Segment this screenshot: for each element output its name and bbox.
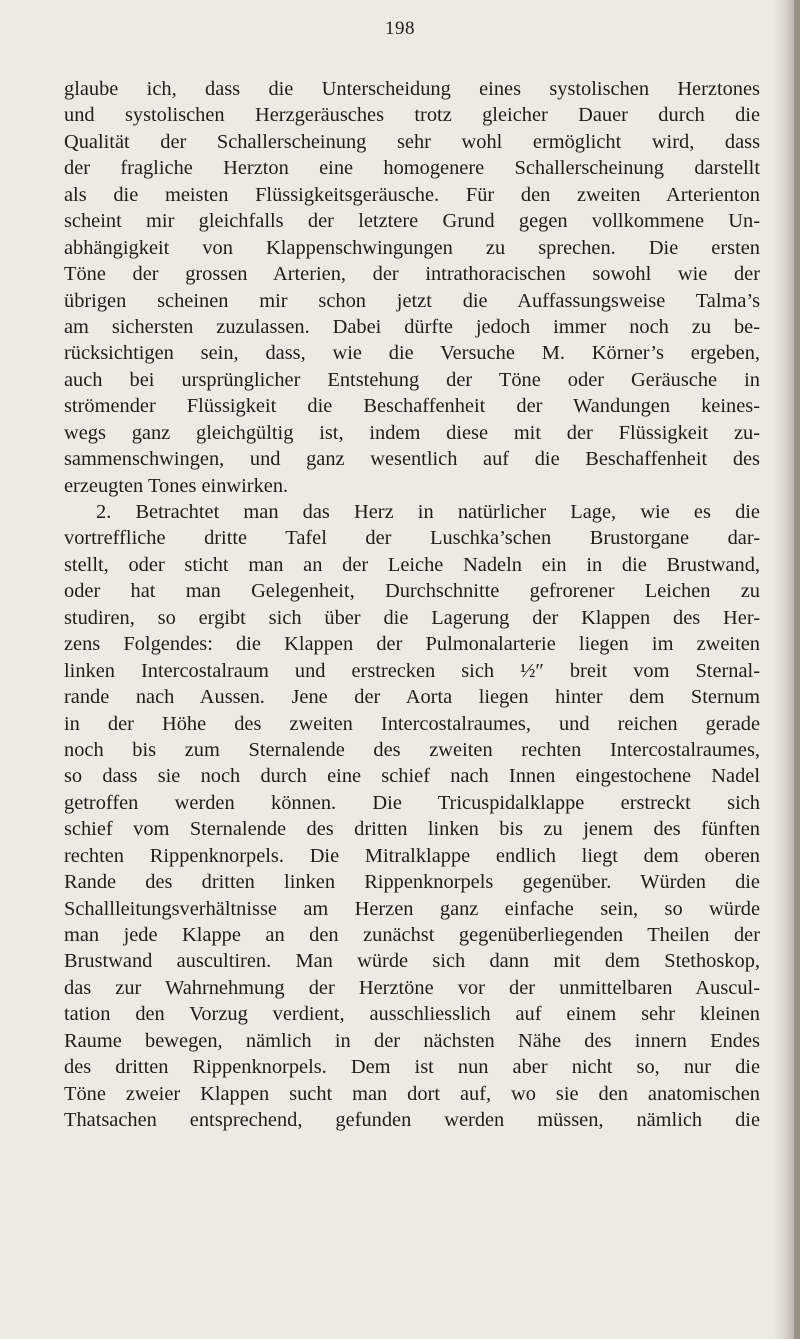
text-line: das zur Wahrnehmung der Herztöne vor der unmittelbaren Auscul-	[64, 976, 760, 999]
text-line: Brustwand auscultiren. Man würde sich dann mit dem Stethoskop,	[64, 950, 760, 973]
text-line: am sichersten zuzulassen. Dabei dürfte jedoch immer noch zu be-	[64, 315, 760, 338]
text-line: rücksichtigen sein, dass, wie die Versuche M. Körner’s ergeben,	[64, 342, 760, 365]
text-line: in der Höhe des zweiten Intercostalraumes, und reichen gerade	[64, 712, 760, 735]
text-line: übrigen scheinen mir schon jetzt die Auffassungsweise Talma’s	[64, 289, 760, 312]
text-line: rande nach Aussen. Jene der Aorta liegen hinter dem Sternum	[64, 686, 760, 709]
body-text	[64, 76, 760, 1134]
text-line: auch bei ursprünglicher Entstehung der Töne oder Geräusche in	[64, 368, 760, 391]
text-line: zens Folgendes: die Klappen der Pulmonalarterie liegen im zweiten	[64, 633, 760, 656]
text-line: oder hat man Gelegenheit, Durchschnitte gefrorener Leichen zu	[64, 580, 760, 603]
text-line: getroffen werden können. Die Tricuspidalklappe erstreckt sich	[64, 791, 760, 814]
text-line: des dritten Rippenknorpels. Dem ist nun aber nicht so, nur die	[64, 1056, 760, 1079]
text-line: vortreffliche dritte Tafel der Luschka’schen Brustorgane dar-	[64, 527, 760, 550]
text-line: glaube ich, dass die Unterscheidung eines systolischen Herztones	[64, 78, 760, 100]
text-line: abhängigkeit von Klappenschwingungen zu sprechen. Die ersten	[64, 236, 760, 259]
text-line: noch bis zum Sternalende des zweiten rechten Intercostalraumes,	[64, 738, 760, 761]
text-line: und systolischen Herzgeräusches trotz gleicher Dauer durch die	[64, 104, 760, 127]
page-edge	[794, 0, 800, 1339]
text-line: strömender Flüssigkeit die Beschaffenheit der Wandungen keines-	[64, 395, 760, 418]
text-line: rechten Rippenknorpels. Die Mitralklappe endlich liegt dem oberen	[64, 844, 760, 867]
text-line: Schallleitungsverhältnisse am Herzen ganz einfache sein, so würde	[64, 897, 760, 920]
text-line: wegs ganz gleichgültig ist, indem diese mit der Flüssigkeit zu-	[64, 421, 760, 444]
text-line: als die meisten Flüssigkeitsgeräusche. Für den zweiten Arterienton	[64, 183, 760, 206]
text-line: Thatsachen entsprechend, gefunden werden müssen, nämlich die	[64, 1109, 760, 1132]
text-line: Töne der grossen Arterien, der intrathoracischen sowohl wie der	[64, 263, 760, 286]
text-line: Töne zweier Klappen sucht man dort auf, wo sie den anatomischen	[64, 1082, 760, 1105]
text-line: man jede Klappe an den zunächst gegenüberliegenden Theilen der	[64, 924, 760, 946]
text-line: erzeugten Tones einwirken.	[64, 474, 289, 497]
text-line: stellt, oder sticht man an der Leiche Nadeln ein in die Brustwand,	[64, 553, 760, 576]
page-number: 198	[385, 18, 415, 39]
text-line: sammenschwingen, und ganz wesentlich auf die Beschaffenheit des	[64, 448, 760, 471]
text-line: Qualität der Schallerscheinung sehr wohl ermöglicht wird, dass	[64, 130, 760, 153]
paragraph-start-line: 2. Betrachtet man das Herz in natürlicher Lage, wie es die	[96, 501, 760, 523]
text-line: tation den Vorzug verdient, ausschliesslich auf einem sehr kleinen	[64, 1003, 760, 1026]
text-line: so dass sie noch durch eine schief nach Innen eingestochene Nadel	[64, 765, 760, 788]
text-line: schief vom Sternalende des dritten linken bis zu jenem des fünften	[64, 818, 760, 841]
text-line: studiren, so ergibt sich über die Lagerung der Klappen des Her-	[64, 606, 760, 629]
text-line: Rande des dritten linken Rippenknorpels gegenüber. Würden die	[64, 871, 760, 894]
text-line: Raume bewegen, nämlich in der nächsten Nähe des innern Endes	[64, 1029, 760, 1052]
text-line: scheint mir gleichfalls der letztere Grund gegen vollkommene Un-	[64, 210, 760, 233]
text-line: linken Intercostalraum und erstrecken sich ½″ breit vom Sternal-	[64, 659, 760, 682]
text-line: der fragliche Herzton eine homogenere Schallerscheinung darstellt	[64, 157, 760, 180]
